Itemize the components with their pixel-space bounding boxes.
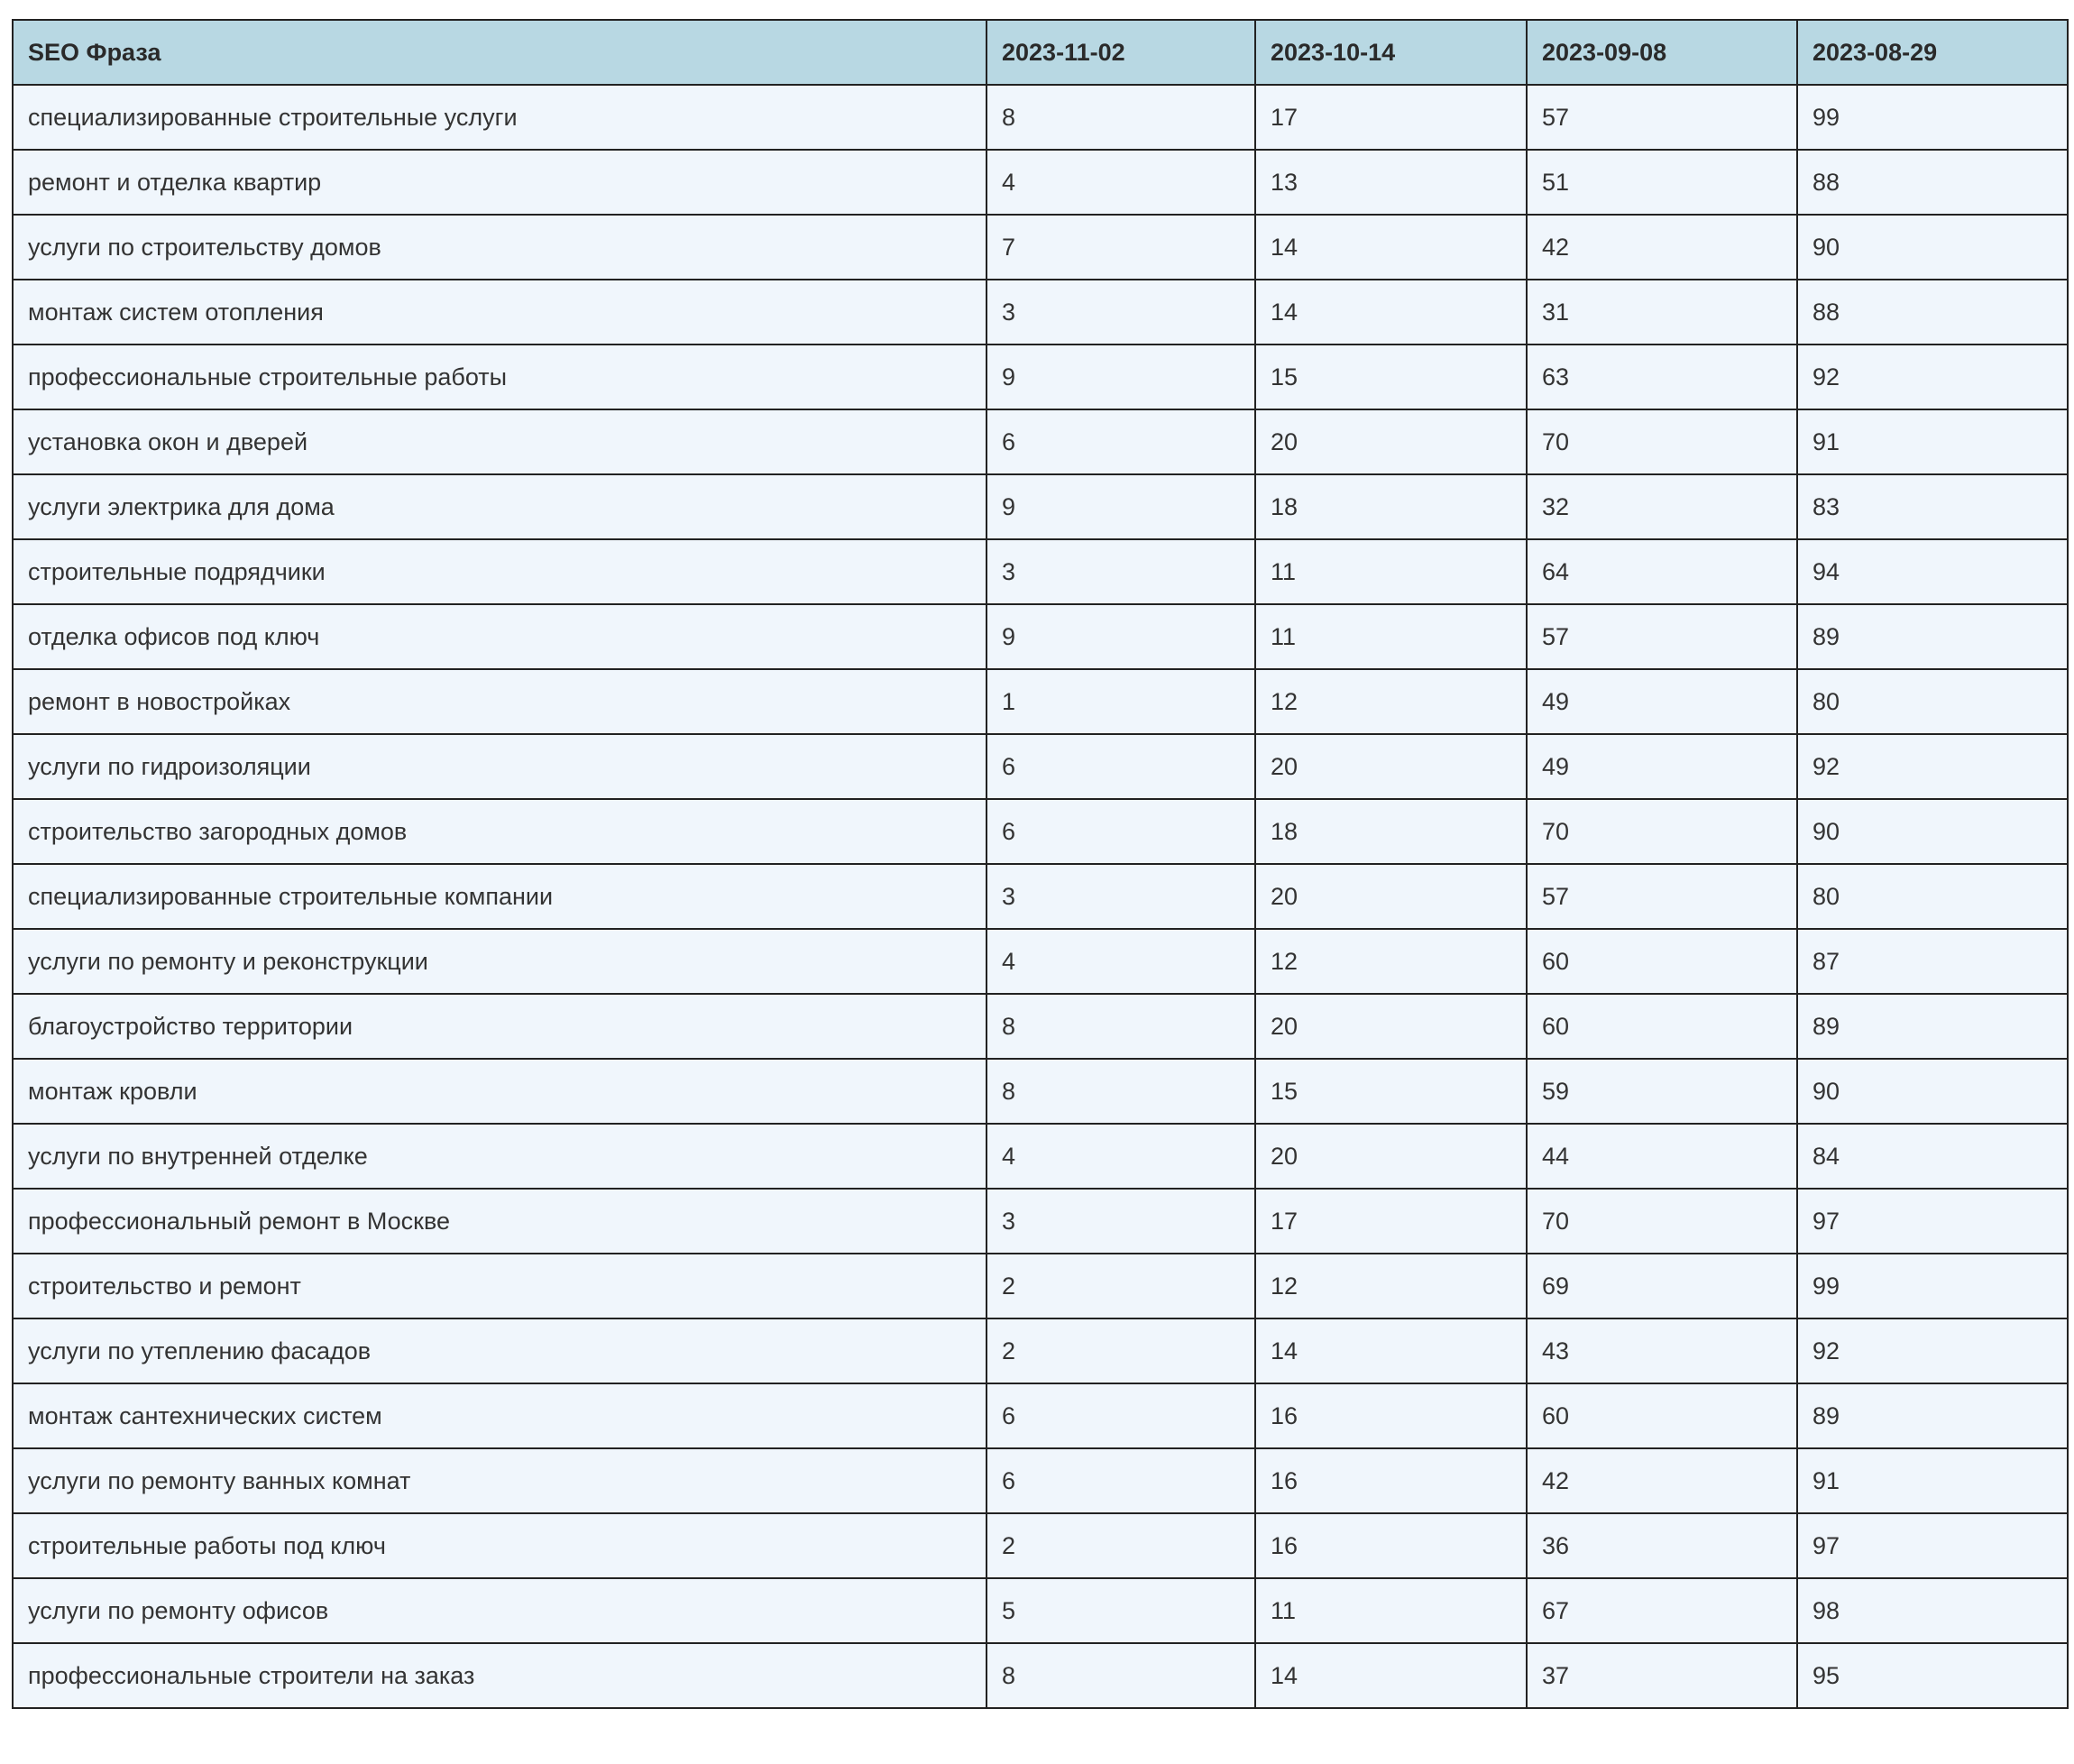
- date-3-value-cell: 44: [1527, 1124, 1797, 1189]
- date-3-value-cell: 70: [1527, 1189, 1797, 1254]
- date-2-value-cell: 17: [1255, 1189, 1527, 1254]
- date-1-value-cell: 9: [987, 345, 1255, 409]
- date-3-value-cell: 59: [1527, 1059, 1797, 1124]
- date-1-value-cell: 8: [987, 1059, 1255, 1124]
- date-2-value-cell: 11: [1255, 1578, 1527, 1643]
- header-date-1: 2023-11-02: [987, 20, 1255, 85]
- date-4-value-cell: 89: [1797, 1383, 2068, 1448]
- date-4-value-cell: 89: [1797, 994, 2068, 1059]
- seo-positions-table-container: [12, 19, 2067, 1709]
- table-row: [13, 1448, 2068, 1513]
- table-row: [13, 994, 2068, 1059]
- date-4-value-cell: 87: [1797, 929, 2068, 994]
- date-1-value-cell: 9: [987, 474, 1255, 539]
- date-1-value-cell: 9: [987, 604, 1255, 669]
- date-2-value-cell: 20: [1255, 994, 1527, 1059]
- seo-phrase-cell: специализированные строительные компании: [13, 864, 987, 929]
- date-4-value-cell: 95: [1797, 1643, 2068, 1708]
- seo-phrase-cell: услуги по ремонту ванных комнат: [13, 1448, 987, 1513]
- date-1-value-cell: 6: [987, 734, 1255, 799]
- date-1-value-cell: 3: [987, 539, 1255, 604]
- date-3-value-cell: 57: [1527, 864, 1797, 929]
- seo-phrase-cell: услуги электрика для дома: [13, 474, 987, 539]
- date-4-value-cell: 90: [1797, 1059, 2068, 1124]
- seo-phrase-cell: услуги по ремонту офисов: [13, 1578, 987, 1643]
- date-4-value-cell: 91: [1797, 1448, 2068, 1513]
- table-row: [13, 345, 2068, 409]
- date-4-value-cell: 90: [1797, 799, 2068, 864]
- date-4-value-cell: 99: [1797, 85, 2068, 150]
- date-4-value-cell: 83: [1797, 474, 2068, 539]
- date-2-value-cell: 11: [1255, 604, 1527, 669]
- date-2-value-cell: 17: [1255, 85, 1527, 150]
- date-1-value-cell: 6: [987, 409, 1255, 474]
- date-3-value-cell: 60: [1527, 929, 1797, 994]
- date-3-value-cell: 57: [1527, 604, 1797, 669]
- seo-phrase-cell: монтаж кровли: [13, 1059, 987, 1124]
- table-row: [13, 409, 2068, 474]
- date-2-value-cell: 16: [1255, 1448, 1527, 1513]
- seo-phrase-cell: услуги по утеплению фасадов: [13, 1318, 987, 1383]
- date-3-value-cell: 31: [1527, 280, 1797, 345]
- seo-phrase-cell: строительство загородных домов: [13, 799, 987, 864]
- seo-phrase-cell: профессиональные строительные работы: [13, 345, 987, 409]
- date-2-value-cell: 14: [1255, 280, 1527, 345]
- date-1-value-cell: 4: [987, 150, 1255, 215]
- date-4-value-cell: 98: [1797, 1578, 2068, 1643]
- seo-phrase-cell: специализированные строительные услуги: [13, 85, 987, 150]
- date-4-value-cell: 88: [1797, 280, 2068, 345]
- date-4-value-cell: 97: [1797, 1189, 2068, 1254]
- table-row: [13, 1189, 2068, 1254]
- seo-phrase-cell: строительство и ремонт: [13, 1254, 987, 1318]
- table-row: [13, 799, 2068, 864]
- header-date-2: 2023-10-14: [1255, 20, 1527, 85]
- date-1-value-cell: 5: [987, 1578, 1255, 1643]
- table-row: [13, 864, 2068, 929]
- seo-phrase-cell: благоустройство территории: [13, 994, 987, 1059]
- date-3-value-cell: 36: [1527, 1513, 1797, 1578]
- table-body: [13, 85, 2068, 1708]
- date-3-value-cell: 49: [1527, 734, 1797, 799]
- date-2-value-cell: 12: [1255, 669, 1527, 734]
- date-3-value-cell: 69: [1527, 1254, 1797, 1318]
- date-2-value-cell: 18: [1255, 799, 1527, 864]
- date-4-value-cell: 84: [1797, 1124, 2068, 1189]
- date-3-value-cell: 51: [1527, 150, 1797, 215]
- date-2-value-cell: 15: [1255, 1059, 1527, 1124]
- seo-phrase-cell: установка окон и дверей: [13, 409, 987, 474]
- table-row: [13, 280, 2068, 345]
- date-2-value-cell: 12: [1255, 929, 1527, 994]
- header-date-3: 2023-09-08: [1527, 20, 1797, 85]
- seo-positions-table: [12, 19, 2069, 1709]
- date-3-value-cell: 42: [1527, 215, 1797, 280]
- date-2-value-cell: 15: [1255, 345, 1527, 409]
- date-3-value-cell: 70: [1527, 799, 1797, 864]
- seo-phrase-cell: профессиональные строители на заказ: [13, 1643, 987, 1708]
- table-row: [13, 1318, 2068, 1383]
- seo-phrase-cell: ремонт в новостройках: [13, 669, 987, 734]
- date-1-value-cell: 3: [987, 1189, 1255, 1254]
- date-2-value-cell: 16: [1255, 1513, 1527, 1578]
- date-1-value-cell: 2: [987, 1254, 1255, 1318]
- date-1-value-cell: 8: [987, 85, 1255, 150]
- header-seo-phrase: SEO Фраза: [13, 20, 987, 85]
- date-2-value-cell: 11: [1255, 539, 1527, 604]
- date-3-value-cell: 42: [1527, 1448, 1797, 1513]
- date-2-value-cell: 14: [1255, 1318, 1527, 1383]
- date-4-value-cell: 80: [1797, 864, 2068, 929]
- date-3-value-cell: 60: [1527, 994, 1797, 1059]
- date-2-value-cell: 20: [1255, 1124, 1527, 1189]
- table-row: [13, 1643, 2068, 1708]
- date-4-value-cell: 89: [1797, 604, 2068, 669]
- date-1-value-cell: 4: [987, 929, 1255, 994]
- seo-phrase-cell: монтаж систем отопления: [13, 280, 987, 345]
- date-4-value-cell: 99: [1797, 1254, 2068, 1318]
- date-4-value-cell: 90: [1797, 215, 2068, 280]
- seo-phrase-cell: услуги по ремонту и реконструкции: [13, 929, 987, 994]
- seo-phrase-cell: ремонт и отделка квартир: [13, 150, 987, 215]
- date-1-value-cell: 6: [987, 1448, 1255, 1513]
- date-2-value-cell: 20: [1255, 864, 1527, 929]
- date-1-value-cell: 8: [987, 994, 1255, 1059]
- date-2-value-cell: 20: [1255, 409, 1527, 474]
- table-row: [13, 1059, 2068, 1124]
- date-1-value-cell: 7: [987, 215, 1255, 280]
- date-2-value-cell: 14: [1255, 1643, 1527, 1708]
- date-1-value-cell: 3: [987, 864, 1255, 929]
- seo-phrase-cell: строительные работы под ключ: [13, 1513, 987, 1578]
- date-4-value-cell: 92: [1797, 345, 2068, 409]
- date-3-value-cell: 67: [1527, 1578, 1797, 1643]
- seo-phrase-cell: монтаж сантехнических систем: [13, 1383, 987, 1448]
- table-row: [13, 1254, 2068, 1318]
- date-1-value-cell: 2: [987, 1513, 1255, 1578]
- date-2-value-cell: 16: [1255, 1383, 1527, 1448]
- date-1-value-cell: 3: [987, 280, 1255, 345]
- date-1-value-cell: 2: [987, 1318, 1255, 1383]
- table-row: [13, 215, 2068, 280]
- date-2-value-cell: 14: [1255, 215, 1527, 280]
- date-3-value-cell: 43: [1527, 1318, 1797, 1383]
- date-4-value-cell: 88: [1797, 150, 2068, 215]
- date-4-value-cell: 80: [1797, 669, 2068, 734]
- date-3-value-cell: 70: [1527, 409, 1797, 474]
- date-3-value-cell: 64: [1527, 539, 1797, 604]
- seo-phrase-cell: отделка офисов под ключ: [13, 604, 987, 669]
- date-3-value-cell: 32: [1527, 474, 1797, 539]
- table-row: [13, 85, 2068, 150]
- table-header: [13, 20, 2068, 85]
- date-1-value-cell: 1: [987, 669, 1255, 734]
- table-row: [13, 539, 2068, 604]
- date-4-value-cell: 97: [1797, 1513, 2068, 1578]
- table-row: [13, 1124, 2068, 1189]
- date-4-value-cell: 92: [1797, 1318, 2068, 1383]
- date-4-value-cell: 91: [1797, 409, 2068, 474]
- seo-phrase-cell: услуги по гидроизоляции: [13, 734, 987, 799]
- date-3-value-cell: 37: [1527, 1643, 1797, 1708]
- date-1-value-cell: 8: [987, 1643, 1255, 1708]
- table-row: [13, 1383, 2068, 1448]
- table-row: [13, 1513, 2068, 1578]
- date-2-value-cell: 18: [1255, 474, 1527, 539]
- table-row: [13, 929, 2068, 994]
- seo-phrase-cell: услуги по внутренней отделке: [13, 1124, 987, 1189]
- seo-phrase-cell: профессиональный ремонт в Москве: [13, 1189, 987, 1254]
- seo-phrase-cell: услуги по строительству домов: [13, 215, 987, 280]
- table-row: [13, 150, 2068, 215]
- date-1-value-cell: 6: [987, 1383, 1255, 1448]
- table-row: [13, 604, 2068, 669]
- date-2-value-cell: 13: [1255, 150, 1527, 215]
- date-3-value-cell: 63: [1527, 345, 1797, 409]
- header-row: [13, 20, 2068, 85]
- date-2-value-cell: 12: [1255, 1254, 1527, 1318]
- seo-phrase-cell: строительные подрядчики: [13, 539, 987, 604]
- date-4-value-cell: 94: [1797, 539, 2068, 604]
- table-row: [13, 734, 2068, 799]
- header-date-4: 2023-08-29: [1797, 20, 2068, 85]
- date-1-value-cell: 4: [987, 1124, 1255, 1189]
- date-3-value-cell: 57: [1527, 85, 1797, 150]
- table-row: [13, 1578, 2068, 1643]
- table-row: [13, 474, 2068, 539]
- date-3-value-cell: 60: [1527, 1383, 1797, 1448]
- date-2-value-cell: 20: [1255, 734, 1527, 799]
- date-3-value-cell: 49: [1527, 669, 1797, 734]
- date-1-value-cell: 6: [987, 799, 1255, 864]
- table-row: [13, 669, 2068, 734]
- date-4-value-cell: 92: [1797, 734, 2068, 799]
